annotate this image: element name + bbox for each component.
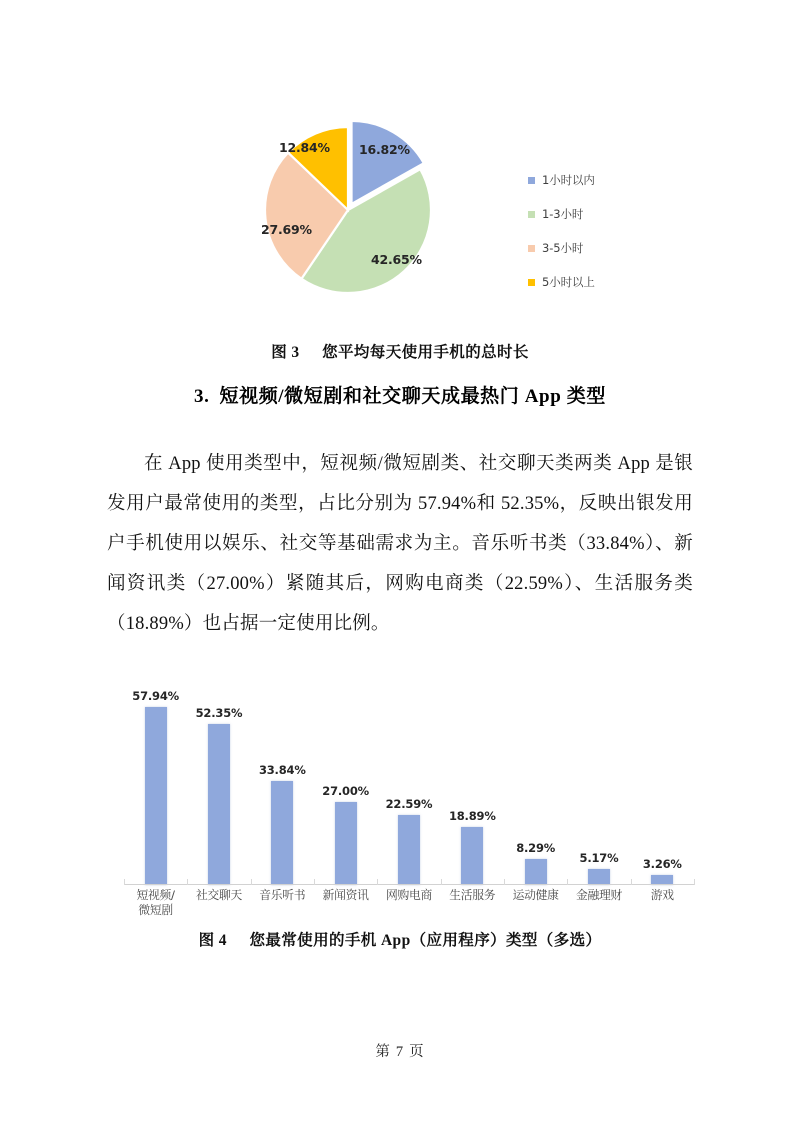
bar-category-label: 短视频/ 微短剧 [136, 888, 175, 917]
bar-category-label: 运动健康 [512, 888, 559, 902]
pie-value-label: 12.84% [279, 140, 330, 155]
bar-category-label: 网购电商 [385, 888, 432, 902]
figure-3-caption [0, 340, 800, 362]
bar-value-label: 33.84% [258, 762, 306, 777]
axis-tick [251, 879, 252, 885]
bar-column [504, 690, 567, 885]
bar-value-label: 3.26% [642, 856, 682, 871]
pie-value-label: 42.65% [371, 252, 422, 267]
bar-rect [525, 859, 547, 885]
bar-rect [335, 802, 357, 885]
legend-label: 1-3小时 [542, 207, 584, 221]
bar-column [124, 690, 187, 885]
legend-swatch-icon [528, 211, 535, 218]
section-paragraph: 在 App 使用类型中，短视频/微短剧类、社交聊天类两类 App 是银发用户最常使用的类型，占比分别为 57.94%和 52.35%，反映出银发用户手机使用以娱乐、社交等基础需求为主。音乐听书类（33.84%）、新闻资讯类（27.00%）紧随其后，网购电商类（22.59%）、生活服务类（18.89%）也占据一定使用比例。 [107, 453, 693, 634]
axis-tick [441, 879, 442, 885]
bar-category-label: 音乐听书 [259, 888, 306, 902]
axis-tick [124, 879, 125, 885]
bar-category-label: 游戏 [650, 888, 674, 902]
bar-chart-category-axis [124, 888, 694, 922]
axis-tick [631, 879, 632, 885]
bar-value-label: 5.17% [579, 851, 619, 866]
bar-rect [145, 707, 167, 885]
axis-tick [377, 879, 378, 885]
figure-4-caption-label: 图 4 [198, 932, 227, 949]
bar-column [631, 690, 694, 885]
bar-rect [461, 827, 483, 885]
bar-value-label: 18.89% [448, 808, 496, 823]
bar-category-label: 新闻资讯 [322, 888, 369, 902]
bar-category-label: 金融理财 [575, 888, 622, 902]
figure-3-caption-title: 您平均每天使用手机的总时长 [322, 344, 529, 361]
bar-rect [588, 869, 610, 885]
bar-column [187, 690, 250, 885]
section-heading [0, 381, 800, 408]
bar-column [377, 690, 440, 885]
axis-tick [504, 879, 505, 885]
footer-suffix: 页 [409, 1044, 425, 1060]
bar-rect [208, 724, 230, 885]
bar-chart-axis-line [124, 884, 694, 885]
figure-4-caption-title: 您最常使用的手机 App（应用程序）类型（多选） [249, 932, 602, 949]
bar-category-label: 生活服务 [449, 888, 496, 902]
pie-chart-area [243, 100, 458, 315]
axis-tick [694, 879, 695, 885]
bar-column [314, 690, 377, 885]
bar-value-label: 27.00% [322, 783, 369, 798]
figure-4-caption [0, 928, 800, 950]
pie-value-label: 16.82% [359, 142, 410, 157]
axis-tick [187, 879, 188, 885]
bar-value-label: 57.94% [132, 688, 179, 703]
figure-4-bar-chart [124, 690, 694, 922]
legend-item [528, 197, 668, 231]
pie-value-label: 27.69% [261, 222, 312, 237]
legend-swatch-icon [528, 245, 535, 252]
section-heading-text: 短视频/微短剧和社交聊天成最热门 App 类型 [219, 386, 606, 407]
legend-item [528, 265, 668, 299]
pie-chart-legend [528, 163, 668, 299]
figure-3-caption-label: 图 3 [271, 344, 300, 361]
figure-3-pie-chart [0, 100, 800, 315]
bar-value-label: 52.35% [195, 705, 243, 720]
bar-rect [271, 781, 293, 885]
bar-value-label: 22.59% [385, 797, 433, 812]
legend-label: 1小时以内 [542, 173, 595, 187]
legend-swatch-icon [528, 177, 535, 184]
bar-column [567, 690, 630, 885]
legend-swatch-icon [528, 279, 535, 286]
bar-column [441, 690, 504, 885]
axis-tick [567, 879, 568, 885]
footer-prefix: 第 [375, 1044, 391, 1060]
bar-value-label: 8.29% [516, 841, 556, 856]
legend-label: 3-5小时 [542, 241, 584, 255]
bar-rect [398, 815, 420, 885]
section-number: 3. [194, 386, 210, 407]
footer-page-number: 7 [395, 1044, 405, 1060]
legend-label: 5小时以上 [542, 275, 595, 289]
bar-chart-plot-area [124, 690, 694, 885]
legend-item [528, 163, 668, 197]
page-footer [0, 1040, 800, 1061]
legend-item [528, 231, 668, 265]
bar-column [251, 690, 314, 885]
pie-chart-svg [243, 100, 458, 315]
axis-tick [314, 879, 315, 885]
bar-category-label: 社交聊天 [195, 888, 242, 902]
